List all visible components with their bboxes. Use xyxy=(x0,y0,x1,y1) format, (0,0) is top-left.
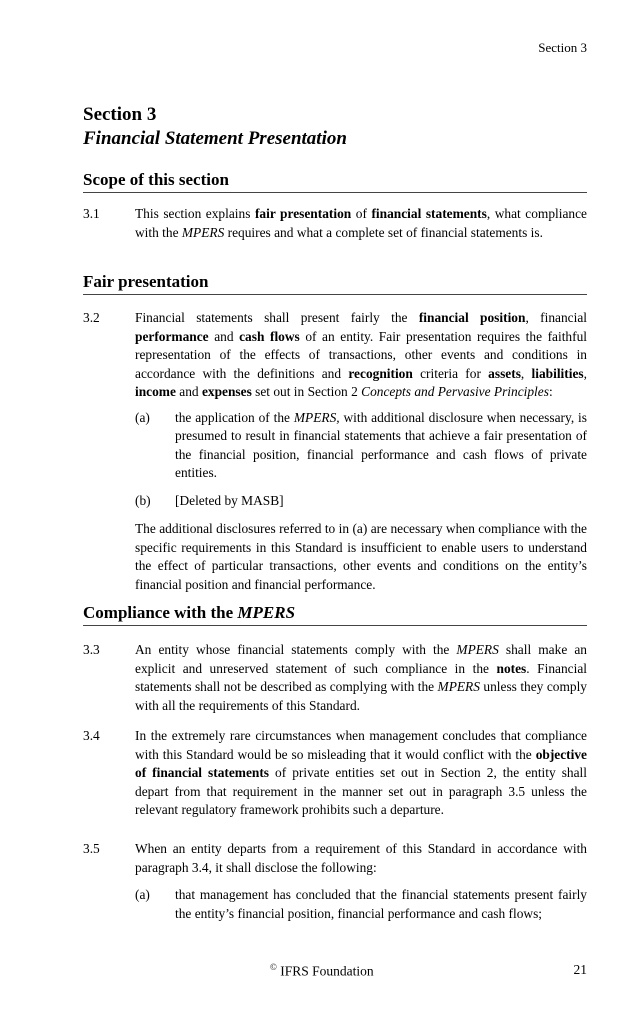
paragraph-number: 3.4 xyxy=(83,728,100,743)
heading-fair-presentation: Fair presentation xyxy=(83,272,587,295)
paragraph-text: Financial statements shall present fairly the financial position, financial performance and cash flows of an entity. Fair presentation requires the faithful representation of the effects of transactions, other events and conditions in accordance with the definitions and recognition criteria for assets, liabilities, income and expenses set out in Section 2 Concepts and Pervasive Principles: xyxy=(135,310,588,399)
list-text: the application of the MPERS, with additional disclosure when necessary, is presumed to result in financial statements that achieve a fair presentation of the financial position, financial performance and cash flows of private entities. xyxy=(175,409,587,480)
list-text: that management has concluded that the financial statements present fairly the entity’s financial position, financial performance and cash flows; xyxy=(175,887,587,921)
paragraph-3-4 xyxy=(83,727,587,820)
list-text: [Deleted by MASB] xyxy=(175,492,284,508)
paragraph-3-5 xyxy=(83,840,587,923)
section-title: Financial Statement Presentation xyxy=(83,128,347,149)
list-label: (a) xyxy=(135,409,150,425)
paragraph-text: This section explains fair presentation of financial statements, what compliance with the MPERS requires and what a complete set of financial statements is. xyxy=(135,206,587,240)
heading-scope: Scope of this section xyxy=(83,170,587,193)
paragraph-text: In the extremely rare circumstances when management concludes that compliance with this Standard would be so misleading that it would conflict with the objective of financial statements of private entities set out in Section 2, the entity shall depart from that requirement in the manner set out in paragraph 3.5 unless the relevant regulatory framework prohibits such a departure. xyxy=(135,728,587,817)
paragraph-text: An entity whose financial statements comply with the MPERS shall make an explicit and unreserved statement of such compliance in the notes. Financial statements shall not be described as complying with the MPERS unless they comply with all the requirements of this Standard. xyxy=(135,642,587,713)
page-number: 21 xyxy=(573,962,587,977)
copyright-symbol: © xyxy=(270,962,277,972)
paragraph-number: 3.5 xyxy=(83,841,100,856)
running-header: Section 3 xyxy=(538,40,587,55)
paragraph-3-2 xyxy=(83,309,587,594)
heading-compliance: Compliance with the MPERS xyxy=(83,603,587,626)
footer-copyright: © IFRS Foundation xyxy=(270,962,374,979)
list-label: (b) xyxy=(135,492,151,508)
paragraph-number: 3.3 xyxy=(83,642,100,657)
paragraph-3-3 xyxy=(83,641,587,715)
list-item-a xyxy=(83,409,587,483)
paragraph-continuation: The additional disclosures referred to in (a) are necessary when compliance with the specific requirements in this Standard is insufficient to enable users to understand the effect of particular transactions, other events and conditions on the entity’s financial position and financial performance. xyxy=(135,521,587,592)
paragraph-3-1 xyxy=(83,205,587,242)
paragraph-text: When an entity departs from a requirement of this Standard in accordance with paragraph 3.4, it shall disclose the following: xyxy=(135,841,587,875)
list-label: (a) xyxy=(135,887,150,902)
list-item-a xyxy=(83,886,587,923)
list-item-b xyxy=(83,492,587,511)
paragraph-number: 3.2 xyxy=(83,310,100,325)
section-number: Section 3 xyxy=(83,104,157,125)
paragraph-number: 3.1 xyxy=(83,206,100,221)
